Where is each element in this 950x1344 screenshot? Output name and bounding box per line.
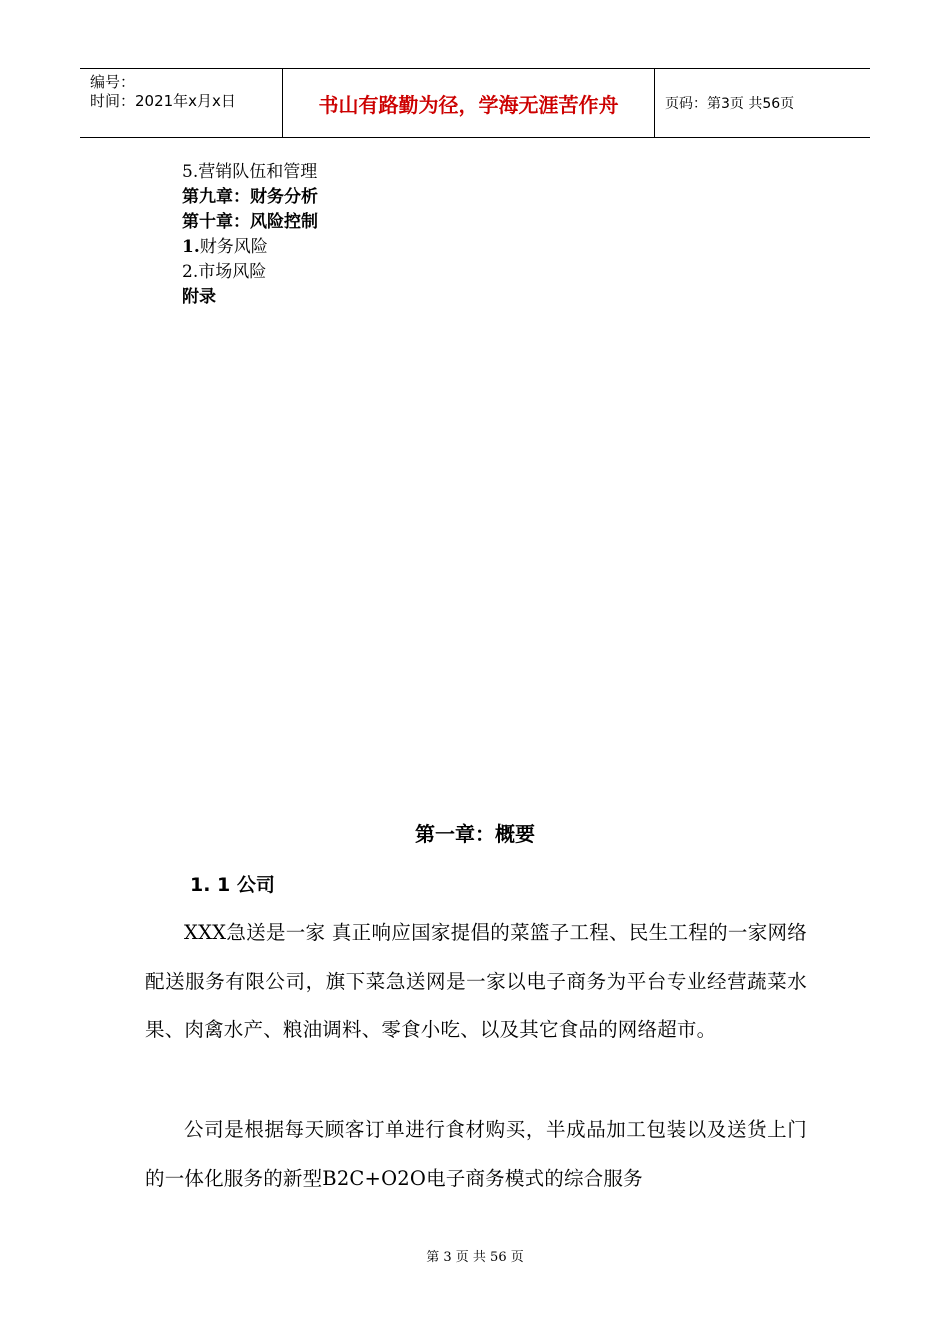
toc-item: 第九章：财务分析 — [182, 187, 318, 207]
chapter-title: 第一章：概要 — [415, 822, 535, 846]
toc-item — [182, 235, 318, 260]
body-paragraph: XXX急送是一家 真正响应国家提倡的菜篮子工程、民生工程的一家网络配送服务有限公司，旗下菜急送网是一家以电子商务为平台专业经营蔬菜水果、肉禽水产、粮油调料、零食小吃、以及其它食品的网络超市。 — [145, 921, 807, 1041]
toc-item: 附录 — [182, 287, 216, 307]
number-label: 编号： — [90, 73, 136, 91]
section-title: 1. 1 公司 — [190, 874, 275, 896]
toc-item: 5.营销队伍和管理 — [182, 162, 318, 182]
header-motto: 书山有路勤为径，学海无涯苦作舟 — [282, 69, 655, 137]
toc-item-number: 1. — [182, 237, 200, 257]
table-of-contents — [182, 160, 318, 310]
body-paragraph: 公司是根据每天顾客订单进行食材购买，半成品加工包装以及送货上门的一体化服务的新型B2C+O2O电子商务模式的综合服务 — [145, 1118, 807, 1190]
toc-item: 2.市场风险 — [182, 262, 267, 282]
toc-item-label: 财务风险 — [199, 237, 268, 257]
header-page-info: 页码：第3页 共56页 — [665, 96, 795, 112]
page-header — [80, 68, 870, 138]
toc-item: 第十章：风险控制 — [182, 212, 318, 232]
page-footer: 第 3 页 共 56 页 — [426, 1250, 524, 1265]
header-meta — [80, 69, 282, 137]
time-label: 时间：2021年x月x日 — [90, 92, 236, 110]
